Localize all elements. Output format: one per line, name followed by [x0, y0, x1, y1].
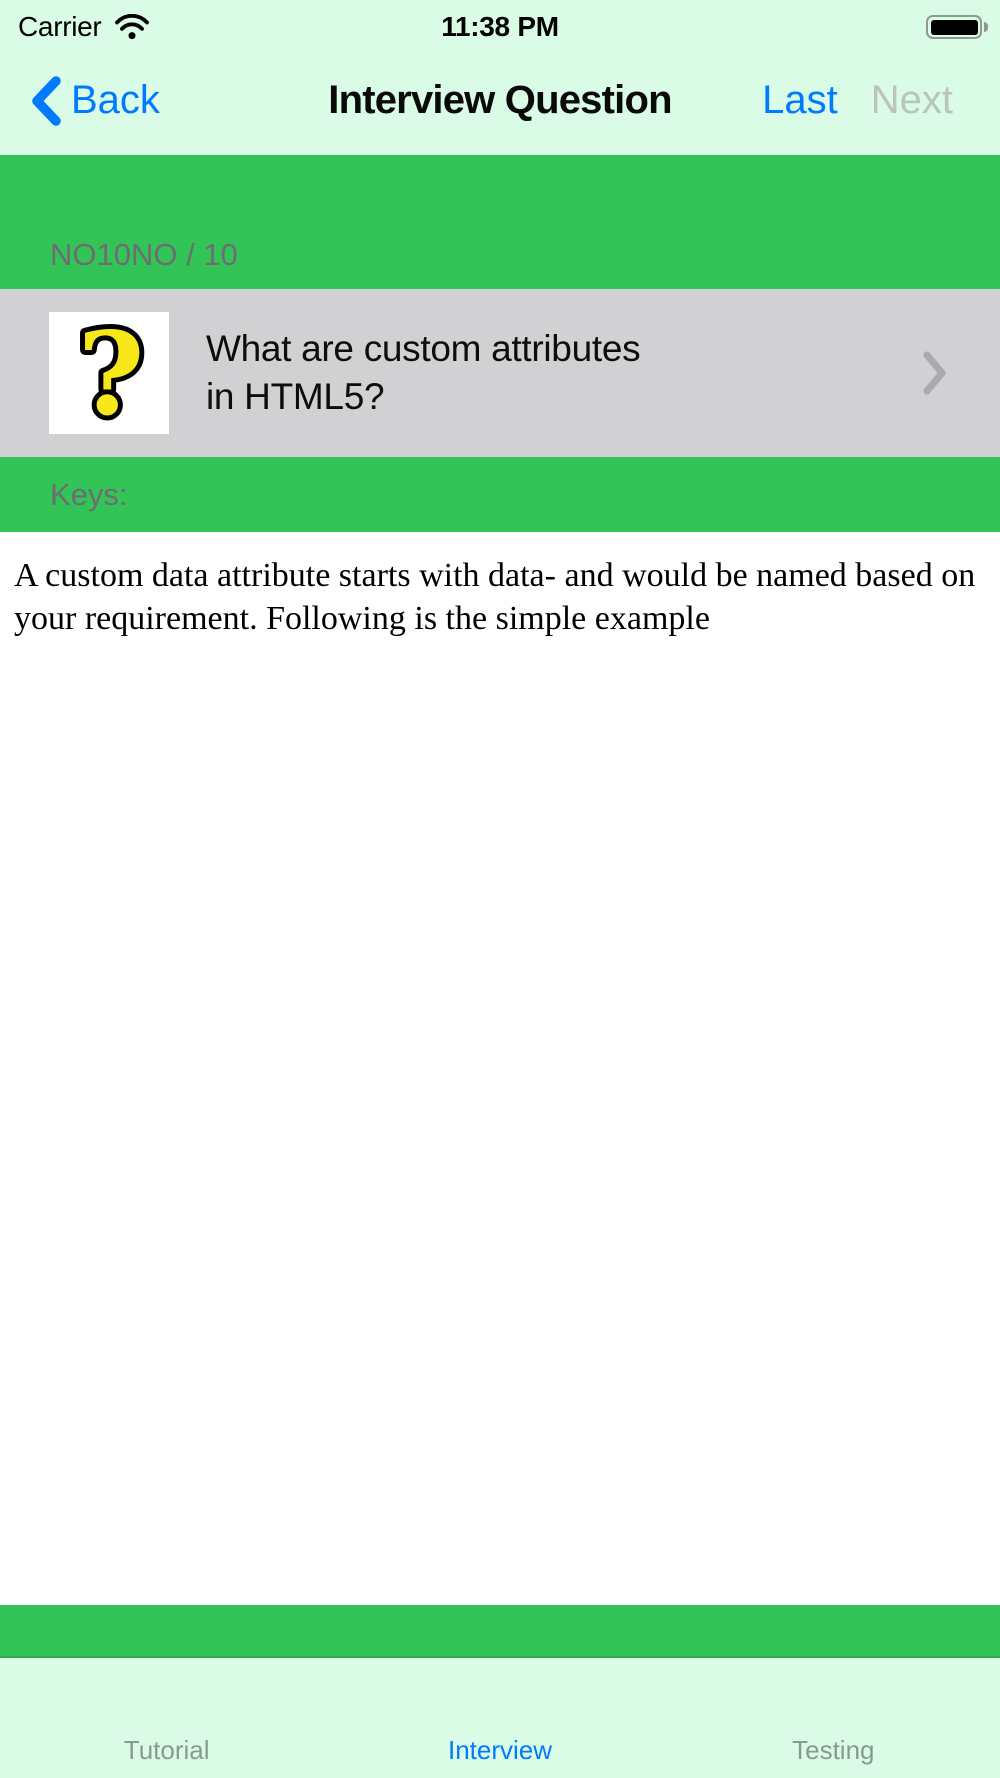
question-number-label: NO10NO / 10: [50, 237, 238, 272]
chevron-right-icon: [922, 350, 948, 396]
back-button[interactable]: [30, 76, 160, 126]
tab-interview-label: Interview: [447, 1735, 553, 1765]
svg-text:?: ?: [77, 312, 145, 434]
question-row[interactable]: [0, 289, 1000, 457]
page-title: Interview Question: [328, 78, 672, 122]
navigation-bar: [0, 46, 1000, 155]
wifi-icon: [115, 14, 149, 40]
keys-header: [0, 457, 1000, 532]
battery-fill: [931, 20, 978, 35]
back-chevron-icon: [30, 76, 62, 126]
next-button-disabled[interactable]: Next: [870, 78, 953, 122]
tab-tutorial-label: Tutorial: [123, 1735, 210, 1765]
battery-icon: [926, 15, 982, 39]
nav-actions: [762, 78, 953, 123]
back-button-label: Back: [71, 78, 160, 122]
tab-interview[interactable]: [333, 1735, 666, 1766]
battery-nub: [984, 22, 988, 32]
tab-tutorial[interactable]: [0, 1735, 333, 1766]
status-bar-right: [926, 15, 988, 39]
keys-header-label: Keys:: [50, 476, 128, 512]
question-text: What are custom attributes in HTML5?: [206, 328, 641, 417]
header: [0, 0, 1000, 155]
status-bar: [0, 0, 1000, 46]
table-footer-strip: [0, 1605, 1000, 1658]
answer-text: A custom data attribute starts with data- and would be named based on your requirement. Following is the simple example: [14, 557, 976, 637]
question-mark-icon: [49, 312, 169, 434]
question-number-header: [0, 155, 1000, 289]
last-button[interactable]: Last: [762, 78, 838, 122]
carrier-label: Carrier: [18, 11, 102, 42]
answer-panel: [0, 532, 1000, 1605]
tab-bar: [0, 1658, 1000, 1778]
clock-label: 11:38 PM: [441, 11, 559, 42]
tab-testing[interactable]: [667, 1735, 1000, 1766]
status-bar-left: [18, 11, 149, 43]
tab-testing-label: Testing: [792, 1735, 875, 1765]
